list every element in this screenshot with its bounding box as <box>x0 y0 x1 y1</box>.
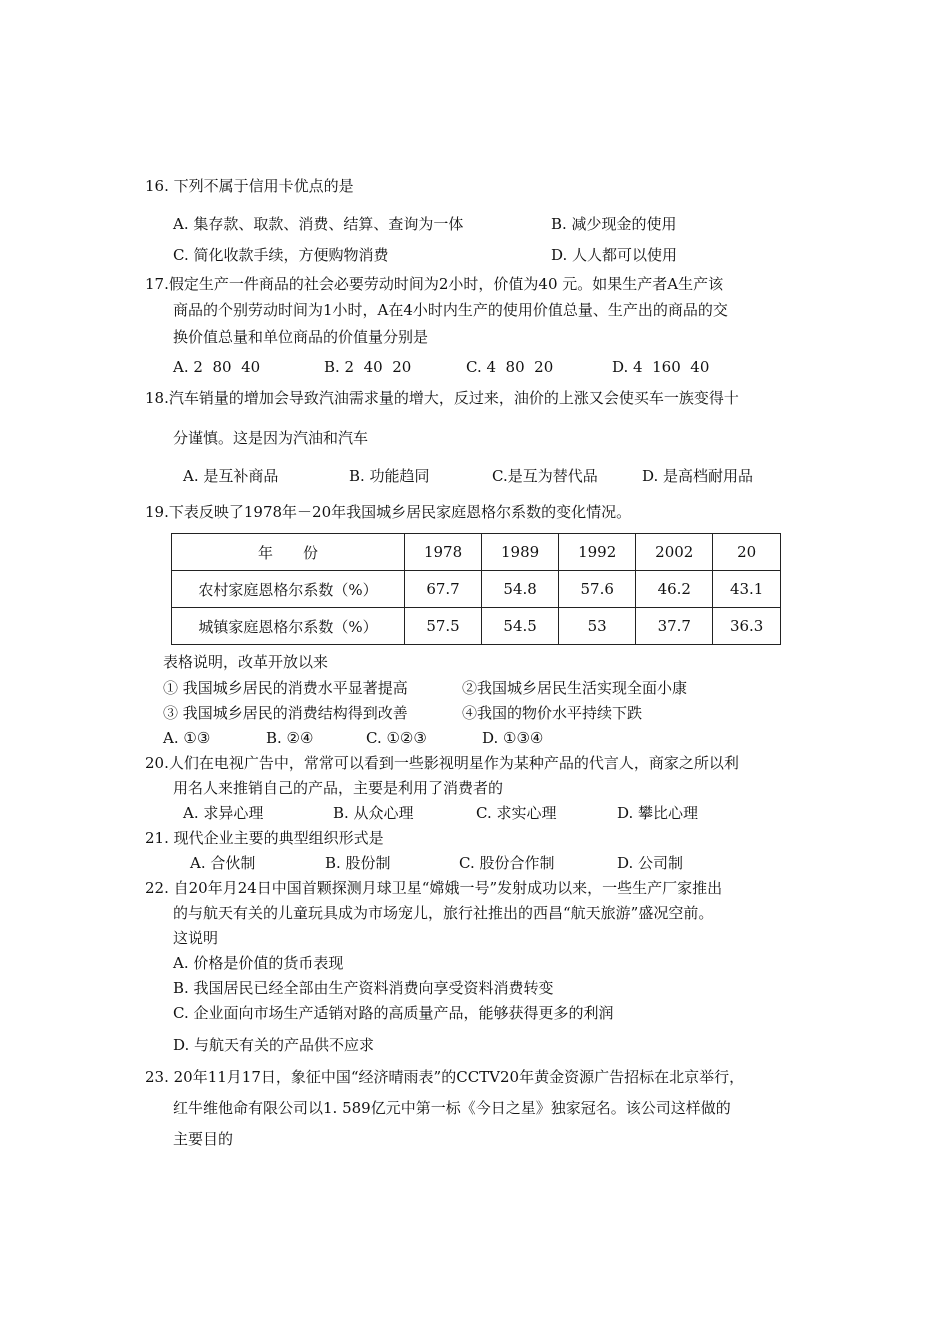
q16-option-a: A. 集存款、取款、消费、结算、查询为一体 <box>173 215 464 233</box>
q16-option-b: B. 减少现金的使用 <box>551 215 677 233</box>
table-cell: 54.8 <box>482 571 559 608</box>
q20-line-1: 20.人们在电视广告中，常常可以看到一些影视明星作为某种产品的代言人，商家之所以利 <box>145 754 739 772</box>
q19-table-note: 表格说明，改革开放以来 <box>163 653 329 671</box>
q17-option-a: A. 2 80 40 <box>173 358 261 376</box>
q22-option-c: C. 企业面向市场生产适销对路的高质量产品，能够获得更多的利润 <box>173 1004 614 1022</box>
q20-line-2: 用名人来推销自己的产品，主要是利用了消费者的 <box>173 779 504 797</box>
table-cell: 57.6 <box>559 571 636 608</box>
table-header-cell: 1992 <box>559 534 636 571</box>
table-header-cell: 年 份 <box>172 534 405 571</box>
q21-option-a: A. 合伙制 <box>190 854 256 872</box>
table-header-cell: 2002 <box>636 534 713 571</box>
q23-line-3: 主要目的 <box>173 1130 234 1148</box>
table-row <box>172 571 781 608</box>
q19-statement-3: ③ 我国城乡居民的消费结构得到改善 <box>163 704 408 722</box>
q21-option-d: D. 公司制 <box>617 854 684 872</box>
table-row <box>172 608 781 645</box>
q17-option-c: C. 4 80 20 <box>466 358 554 376</box>
q19-statement-1: ① 我国城乡居民的消费水平显著提高 <box>163 679 408 697</box>
q19-statement-4: ④我国的物价水平持续下跌 <box>462 704 643 722</box>
q17-line-3: 换价值总量和单位商品的价值量分别是 <box>173 328 429 346</box>
q17-option-d: D. 4 160 40 <box>612 358 710 376</box>
table-header-cell: 1978 <box>405 534 482 571</box>
q22-option-b: B. 我国居民已经全部由生产资料消费向享受资料消费转变 <box>173 979 554 997</box>
table-cell: 城镇家庭恩格尔系数（%） <box>172 608 405 645</box>
table-cell: 46.2 <box>636 571 713 608</box>
q18-option-b: B. 功能趋同 <box>349 467 430 485</box>
q22-option-a: A. 价格是价值的货币表现 <box>173 954 344 972</box>
table-header-cell: 1989 <box>482 534 559 571</box>
table-header-row <box>172 534 781 571</box>
q22-option-d: D. 与航天有关的产品供不应求 <box>173 1036 375 1054</box>
q16-option-d: D. 人人都可以使用 <box>551 246 678 264</box>
q19-option-d: D. ①③④ <box>482 729 544 747</box>
q17-line-1: 17.假定生产一件商品的社会必要劳动时间为2小时，价值为40 元。如果生产者A生产该 <box>145 275 724 293</box>
table-cell: 农村家庭恩格尔系数（%） <box>172 571 405 608</box>
q17-option-b: B. 2 40 20 <box>324 358 412 376</box>
q20-option-a: A. 求异心理 <box>183 804 264 822</box>
q19-option-c: C. ①②③ <box>366 729 427 747</box>
table-cell: 36.3 <box>713 608 781 645</box>
q22-line-2: 的与航天有关的儿童玩具成为市场宠儿，旅行社推出的西昌“航天旅游”盛况空前。 <box>173 904 714 922</box>
table-header-cell: 20 <box>713 534 781 571</box>
q19-stem: 19.下表反映了1978年－20年我国城乡居民家庭恩格尔系数的变化情况。 <box>145 503 632 521</box>
q18-line-1: 18.汽车销量的增加会导致汽油需求量的增大，反过来，油价的上涨又会使买车一族变得十 <box>145 389 739 407</box>
table-cell: 57.5 <box>405 608 482 645</box>
q20-option-d: D. 攀比心理 <box>617 804 699 822</box>
q19-statement-2: ②我国城乡居民生活实现全面小康 <box>462 679 688 697</box>
q20-option-b: B. 从众心理 <box>333 804 414 822</box>
q21-option-b: B. 股份制 <box>325 854 391 872</box>
q16-option-c: C. 简化收款手续，方便购物消费 <box>173 246 389 264</box>
q21-option-c: C. 股份合作制 <box>459 854 555 872</box>
q18-option-a: A. 是互补商品 <box>183 467 279 485</box>
q20-option-c: C. 求实心理 <box>476 804 557 822</box>
table-cell: 37.7 <box>636 608 713 645</box>
q23-line-2: 红牛维他命有限公司以1. 589亿元中第一标《今日之星》独家冠名。该公司这样做的 <box>173 1099 731 1117</box>
table-cell: 53 <box>559 608 636 645</box>
table-cell: 54.5 <box>482 608 559 645</box>
q22-line-3: 这说明 <box>173 929 219 947</box>
q16-stem: 16. 下列不属于信用卡优点的是 <box>145 177 354 195</box>
q17-line-2: 商品的个别劳动时间为1小时，A在4小时内生产的使用价值总量、生产出的商品的交 <box>173 301 728 319</box>
q23-line-1: 23. 20年11月17日，象征中国“经济晴雨表”的CCTV20年黄金资源广告招标在北京举行， <box>145 1068 745 1086</box>
q19-option-b: B. ②④ <box>266 729 314 747</box>
q22-line-1: 22. 自20年月24日中国首颗探测月球卫星“嫦娥一号”发射成功以来，一些生产厂家推出 <box>145 879 723 897</box>
q18-option-c: C.是互为替代品 <box>492 467 598 485</box>
table-cell: 43.1 <box>713 571 781 608</box>
q18-line-2: 分谨慎。这是因为汽油和汽车 <box>173 429 369 447</box>
table-cell: 67.7 <box>405 571 482 608</box>
engel-coefficient-table <box>171 533 781 645</box>
q18-option-d: D. 是高档耐用品 <box>642 467 754 485</box>
q21-stem: 21. 现代企业主要的典型组织形式是 <box>145 829 384 847</box>
q19-option-a: A. ①③ <box>163 729 211 747</box>
